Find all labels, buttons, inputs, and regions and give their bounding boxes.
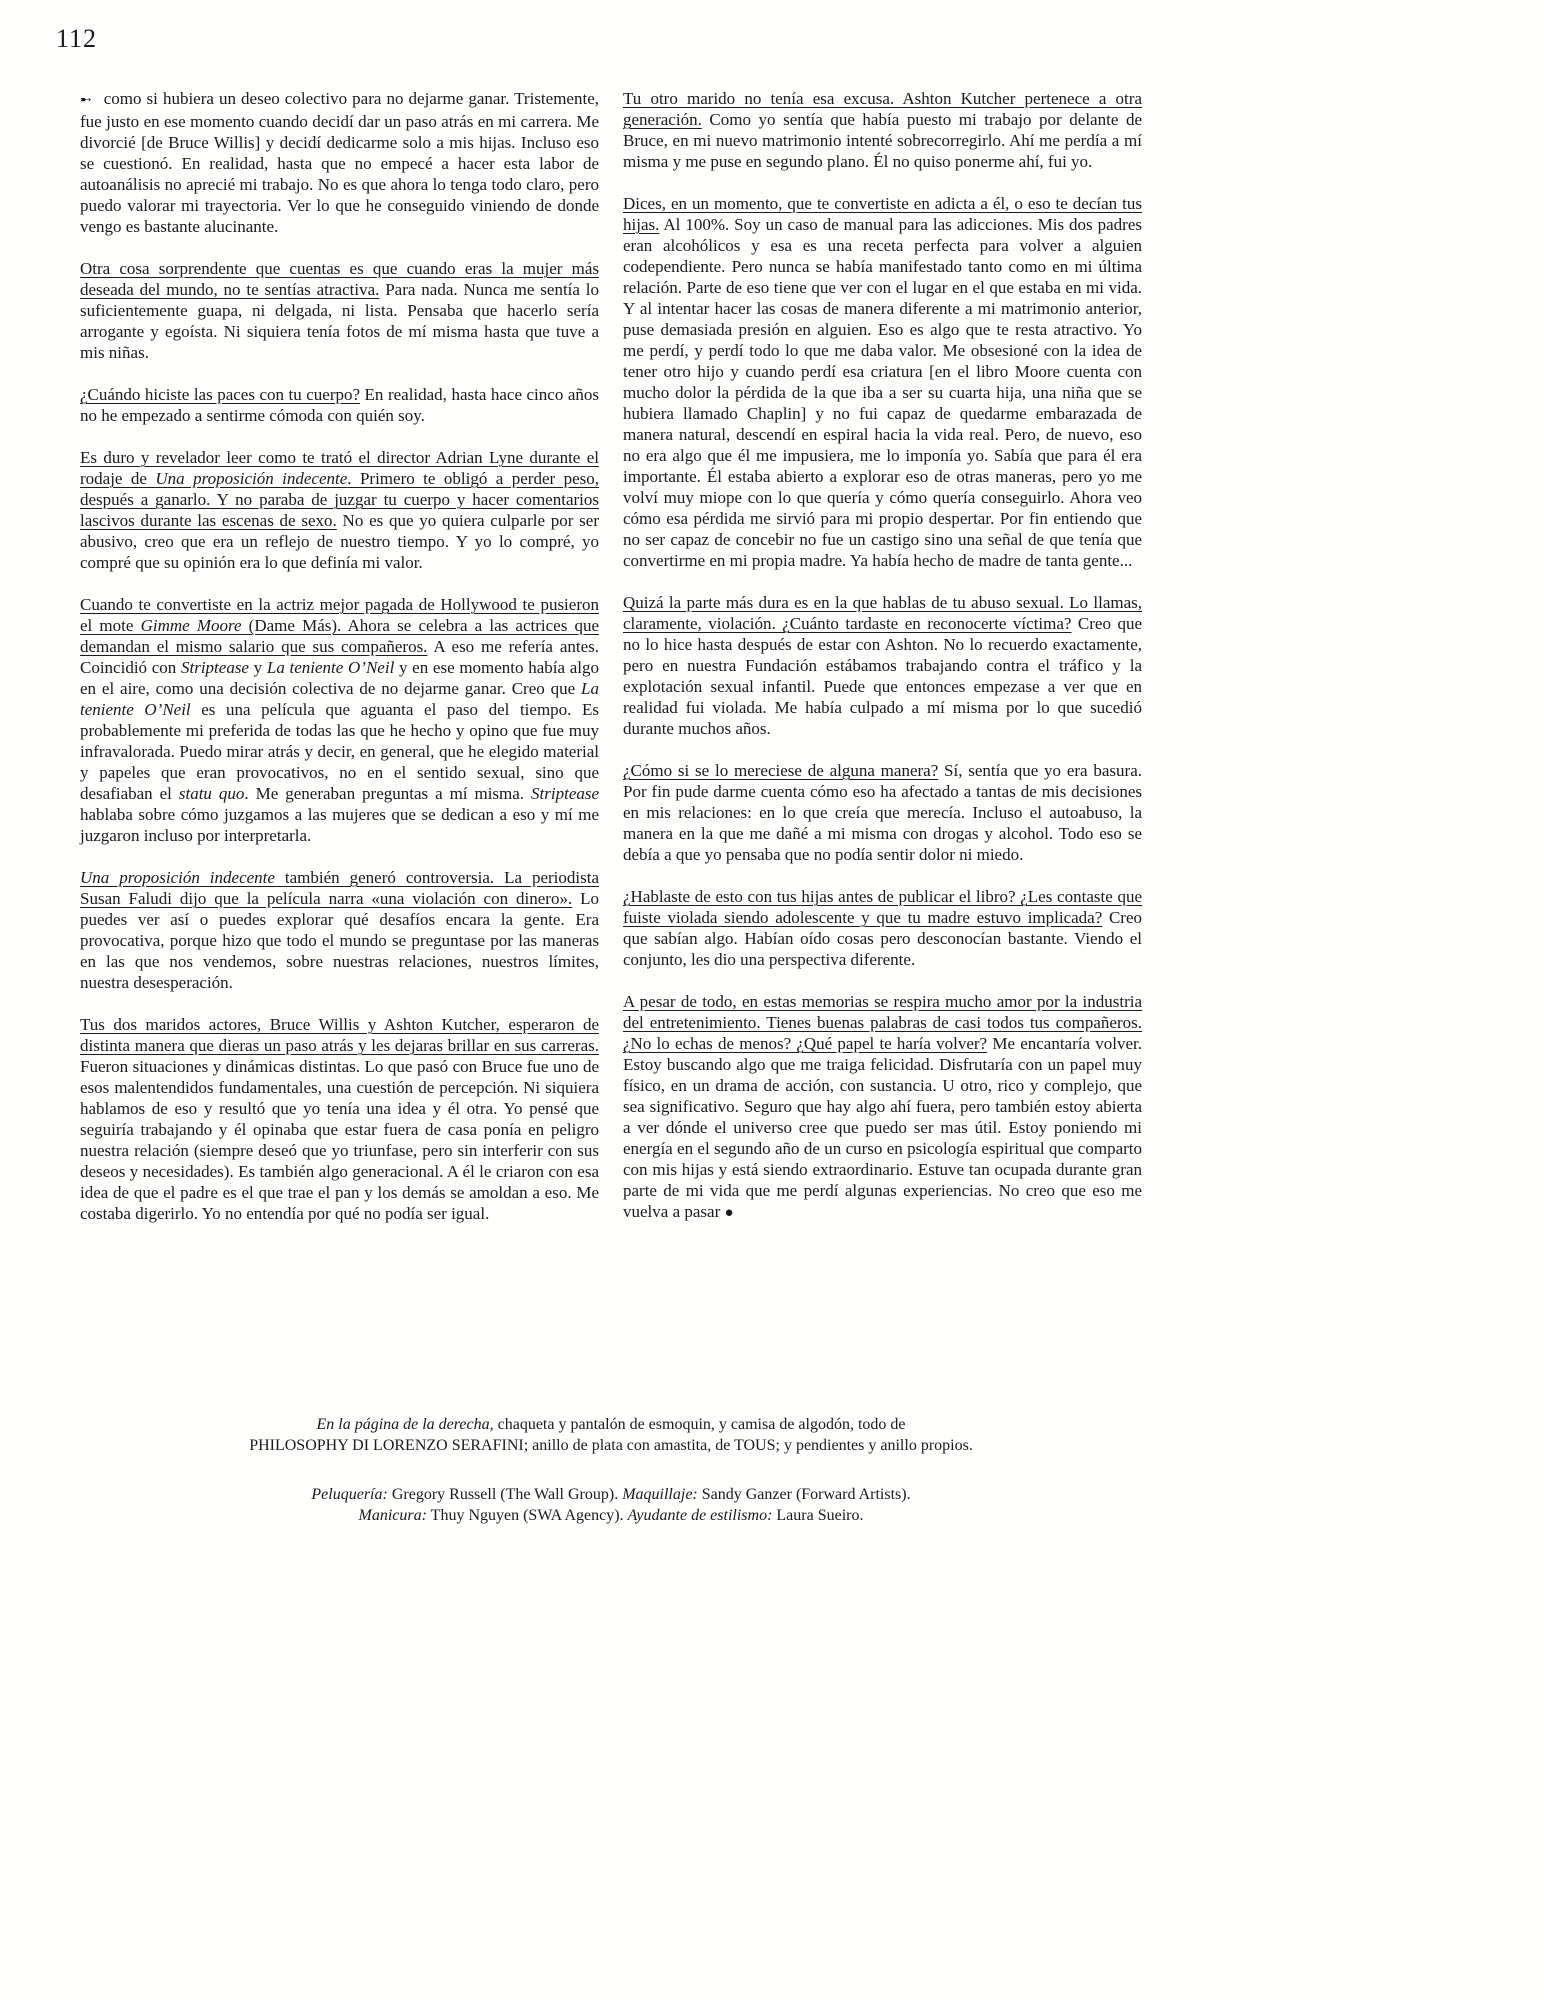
paragraph (80, 258, 599, 363)
text-segment: es una película que aguanta el paso del tiempo. Es probablemente mi preferida de todas las que he hecho y opino que fue muy infravalorada. Puedo mirar atrás y decir, en general, que he elegido material y papeles que eran provocativos, no en el sentido sexual, sino que desafiaban el (80, 700, 599, 803)
text-segment: Gregory Russell (The Wall Group). (387, 1486, 623, 1503)
question-text: (Dame Más). Ahora se celebra a las actrices que demandan el mismo salario que sus compañeros. (80, 616, 600, 656)
text-segment: Lo puedes ver así o puedes explorar qué desafíos encara la gente. Era provocativa, porque hizo que todo el mundo se preguntase por las maneras en las que nos vendemos, sobre nuestras relaciones, nuestros límites, nuestra desesperación. (80, 889, 599, 992)
text-segment: Peluquería: (311, 1486, 388, 1503)
text-segment: hablaba sobre cómo juzgamos a las mujeres que se dedican a eso y mí me juzgaron incluso por interpretarla. (80, 805, 599, 845)
article-column-1 (80, 88, 599, 1224)
text-segment: La teniente O’Neil (80, 679, 599, 719)
question-text: Tu otro marido no tenía esa excusa. Ashton Kutcher pertenece a otra generación. (623, 89, 1142, 129)
text-segment: En realidad, hasta hace cinco años no he empezado a sentirme cómoda con quién soy. (80, 385, 599, 425)
question-text: Tus dos maridos actores, Bruce Willis y Ashton Kutcher, esperaron de distinta manera que dieras un paso atrás y les dejaras brillar en sus carreras. (80, 1015, 599, 1055)
paragraph (80, 867, 599, 993)
text-segment: . Me generaban preguntas a mí misma. (244, 784, 532, 803)
text-segment: La teniente O’Neil (266, 658, 395, 677)
text-segment: Como yo sentía que había puesto mi trabajo por delante de Bruce, en mi nuevo matrimonio intenté sobrecorregirlo. Ahí me perdía a mí misma y me puse en segundo plano. Él no quiso ponerme ahí, fui yo. (623, 110, 1142, 171)
question-text: Una proposición indecente (80, 868, 275, 887)
paragraph (80, 447, 599, 573)
credit-line (80, 1435, 1142, 1456)
text-segment: Creo que no lo hice hasta después de estar con Ashton. No lo recuerdo exactamente, pero en nuestra Fundación estábamos trabajando contra el tráfico y la explotación sexual infantil. Puede que entonces empezase a ver que en realidad fui violada. Me había culpado a mí misma por lo que sucedió durante muchos años. (623, 614, 1142, 738)
text-segment: Creo que sabían algo. Habían oído cosas pero desconocían bastante. Viendo el conjunto, les dio una perspectiva diferente. (623, 908, 1143, 969)
paragraph (623, 88, 1142, 172)
question-text: A pesar de todo, en estas memorias se respira mucho amor por la industria del entretenimiento. Tienes buenas palabras de casi todos tus compañeros. ¿No lo echas de menos? ¿Qué papel te haría volver? (623, 992, 1142, 1053)
text-segment: Striptease (531, 784, 600, 803)
question-text: Gimme Moore (140, 616, 242, 635)
text-segment: Sandy Ganzer (Forward Artists). (697, 1486, 911, 1503)
text-segment: Al 100%. Soy un caso de manual para las adicciones. Mis dos padres eran alcohólicos y esa es una receta perfecta para volver a alguien codependiente. Pero nunca se había manifestado tanto como en mi última relación. Parte de eso tiene que ver con el lugar en el que estaba en mi vida. Y al intentar hacer las cosas de manera diferente a mi matrimonio anterior, puse demasiada presión en alguien. Eso es algo que te resta atractivo. Yo me perdí, y perdí todo lo que me daba valor. Me obsesioné con la idea de tener otro hijo y cuando perdí esa criatura [en el libro Moore cuenta con mucho dolor la pérdida de la que iba a ser su cuarta hija, una niña que se hubiera llamado Chaplin] y no fui capaz de quedarme embarazada de manera natural, descendí en espiral hacia la vida real. Pero, de nuevo, eso no era algo que él me impusiera, me lo imponía yo. Sabía que para él era importante. Él estaba abierto a explorar eso de otras maneras, pero yo me volví muy miope con lo que quería y cómo quería conseguirlo. Ahora veo cómo esa pérdida me sirvió para mi propio despertar. Por fin entiendo que no ser capaz de concebir no fue un castigo sino una señal de que tenía que convertirme en mi propia madre. Ya había hecho de madre de tanta gente... (623, 215, 1142, 570)
paragraph (623, 760, 1142, 865)
article-body (80, 88, 1142, 1224)
paragraph (623, 193, 1142, 571)
credit-block (80, 1484, 1142, 1526)
credits-footer (80, 1414, 1142, 1526)
article-column-2 (623, 88, 1142, 1224)
question-text: ¿Cuándo hiciste las paces con tu cuerpo? (80, 385, 361, 404)
text-segment: Para nada. Nunca me sentía lo suficientemente guapa, ni delgada, ni lista. Pensaba que hacerlo sería arrogante y egoísta. Ni siquiera tenía fotos de mí misma hasta que tuve a mis niñas. (80, 280, 599, 362)
question-text: Es duro y revelador leer como te trató el director Adrian Lyne durante el rodaje de (80, 448, 599, 488)
credit-line (80, 1414, 1142, 1435)
text-segment: Thuy Nguyen (SWA Agency). (426, 1507, 628, 1524)
paragraph (623, 886, 1142, 970)
text-segment: PHILOSOPHY DI LORENZO SERAFINI; anillo de plata con amastita, de TOUS; y pendientes y anillo propios. (249, 1437, 973, 1454)
text-segment: Fueron situaciones y dinámicas distintas. Lo que pasó con Bruce fue uno de esos malentendidos fundamentales, una cuestión de percepción. Ni siquiera hablamos de eso y resultó que yo tenía una idea y él otra. Yo pensé que seguiría trabajando y él opinaba que estar fuera de casa ponía en peligro nuestra relación (siempre deseó que yo triunfase, pero sin interferir con sus deseos y necesidades). Es también algo generacional. A él le criaron con esa idea de que el padre es el que trae el pan y los demás se amoldan a eso. Me costaba digerirlo. Yo no entendía por qué no podía ser igual. (80, 1057, 599, 1223)
text-segment: , chaqueta y pantalón de esmoquin, y camisa de algodón, todo de (489, 1416, 906, 1433)
paragraph (80, 594, 599, 846)
text-segment: Maquillaje: (622, 1486, 698, 1503)
end-mark: ● (724, 1205, 734, 1221)
credit-line (80, 1484, 1142, 1505)
question-text: Cuando te convertiste en la actriz mejor pagada de Hollywood te pusieron el mote (80, 595, 599, 635)
text-segment: Sí, sentía que yo era basura. Por fin pude darme cuenta cómo eso ha afectado a tantas de mis decisiones en mis relaciones: en lo que creía que merecía. Incluso el autoabuso, la manera en la que me dañé a mi misma con drogas y alcohol. Todo eso se debía a que yo pensaba que no podía sentir dolor ni miedo. (623, 761, 1142, 864)
credit-line (80, 1505, 1142, 1526)
question-text: ¿Hablaste de esto con tus hijas antes de publicar el libro? ¿Les contaste que fuiste violada siendo adolescente y que tu madre estuvo implicada? (623, 887, 1142, 927)
text-segment: A eso me refería antes. Coincidió con (80, 637, 599, 677)
paragraph (80, 88, 599, 237)
text-segment: Ayudante de estilismo: (627, 1507, 773, 1524)
question-text: también generó controversia. La periodista Susan Faludi dijo que la película narra «una violación con dinero». (80, 868, 600, 908)
text-segment: Striptease (180, 658, 249, 677)
question-text: Otra cosa sorprendente que cuentas es que cuando eras la mujer más deseada del mundo, no te sentías atractiva. (80, 259, 599, 299)
text-segment: y en ese momento había algo en el aire, como una decisión colectiva de no dejarme ganar. Creo que (80, 658, 599, 698)
text-segment: como si hubiera un deseo colectivo para no dejarme ganar. Tristemente, fue justo en ese momento cuando decidí dar un paso atrás en mi carrera. Me divorcié [de Bruce Willis] y decidí dedicarme solo a mis hijas. Incluso eso se cuestionó. En realidad, hasta que no empecé a hacer esta labor de autoanálisis no aprecié mi trabajo. No es que ahora lo tenga todo claro, pero puedo valorar mi trayectoria. Ver lo que he conseguido viniendo de donde vengo es bastante alucinante. (80, 89, 599, 236)
question-text: ¿Cómo si se lo mereciese de alguna manera? (623, 761, 939, 780)
paragraph (80, 384, 599, 426)
text-segment: Me encantaría volver. Estoy buscando algo que me traiga felicidad. Disfrutaría con un papel muy físico, en un drama de acción, con sustancia. U otro, rico y complejo, que sea significativo. Seguro que hay algo ahí fuera, pero también estoy abierta a ver dónde el universo cree que puedo ser mas útil. Estoy poniendo mi energía en el segundo año de un curso en psicología espiritual que comparto con mis hijas y está siendo extraordinario. Estuve tan ocupada durante gran parte de mi vida que me perdí algunas experiencias. No creo que eso me vuelva a pasar (623, 1034, 1142, 1221)
text-segment: statu quo (178, 784, 245, 803)
paragraph (80, 1014, 599, 1224)
page-number: 112 (56, 24, 98, 53)
text-segment: Manicura: (358, 1507, 427, 1524)
paragraph (623, 991, 1142, 1224)
question-text: . Primero te obligó a perder peso, después a ganarlo. Y no paraba de juzgar tu cuerpo y hacer comentarios lascivos durante las escenas de sexo. (80, 469, 599, 530)
text-segment: y (248, 658, 267, 677)
paragraph (623, 592, 1142, 739)
text-segment: Laura Sueiro. (772, 1507, 864, 1524)
credit-block (80, 1414, 1142, 1456)
arrow-icon: ➸ (80, 92, 92, 108)
text-segment: No es que yo quiera culparle por ser abusivo, creo que era un reflejo de nuestro tiempo. Y yo lo compré, yo compré que su opinión era lo que definía mi valor. (80, 511, 600, 572)
text-segment: En la página de la derecha (316, 1416, 490, 1433)
question-text: Quizá la parte más dura es en la que hablas de tu abuso sexual. Lo llamas, claramente, violación. ¿Cuánto tardaste en reconocerte víctima? (623, 593, 1142, 633)
question-text: Una proposición indecente (155, 469, 348, 488)
question-text: Dices, en un momento, que te convertiste en adicta a él, o eso te decían tus hijas. (623, 194, 1142, 234)
